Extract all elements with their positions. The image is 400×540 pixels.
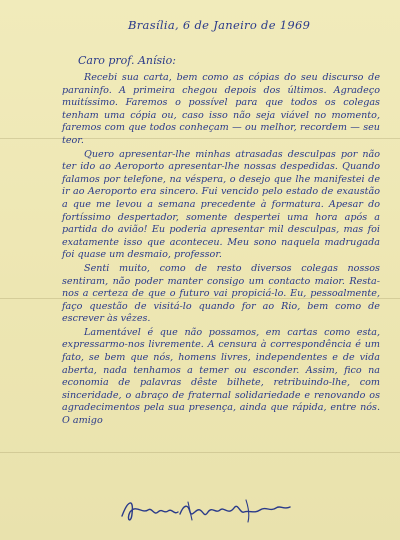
letter-date: Brasília, 6 de Janeiro de 1969 bbox=[128, 18, 311, 32]
paragraph: Recebi sua carta, bem como as cópias do seu discurso de paraninfo. A primeira chegou depois dos últimos. Agradeço muitíssimo. Faremos o possível para que todos os colegas tenham uma cópia ou, caso isso não seja viável no momento, faremos com que todos conheçam — ou melhor, recordem — seu teor. bbox=[62, 72, 380, 146]
paragraph: Senti muito, como de resto diversos colegas nossos sentiram, não poder manter consigo um contacto maior. Resta-nos a certeza de que o futuro vai propiciá-lo. Eu, pessoalmente, faço questão de visitá-lo quando for ao Rio, bem como de escrever às vêzes. bbox=[62, 262, 380, 325]
letter-greeting: Caro prof. Anísio: bbox=[78, 54, 176, 67]
fold-line bbox=[0, 452, 400, 453]
paragraph: Quero apresentar-lhe minhas atrasadas desculpas por não ter ido ao Aeroporto apresentar-lhe nossas despedidas. Quando falamos por telefone, na véspera, o desejo que lhe manifestei de ir ao Aeroporto era sincero. Fui vencido pelo estado de exaustão a que me levou a semana precedente à formatura. Apesar do fortíssimo despertador, somente despertei uma hora após a partida do avião! Eu poderia apresentar mil desculpas, mas foi exatamente isso que aconteceu. Meu sono naquela madrugada foi quase um desmaio, professor. bbox=[62, 148, 380, 261]
signature-icon bbox=[118, 490, 298, 530]
letter-body bbox=[62, 72, 380, 429]
paragraph: Lamentável é que não possamos, em cartas como esta, expressarmo-nos livremente. A censura à correspondência é um fato, se bem que nós, homens livres, independentes e de vida aberta, nada tenhamos a temer ou esconder. Assim, fico na economia de palavras dêste bilhete, retribuindo-lhe, com sinceridade, o abraço de fraternal solidariedade e renovando os agradecimentos pela sua presença, ainda que rápida, entre nós. O amigo bbox=[62, 326, 380, 427]
